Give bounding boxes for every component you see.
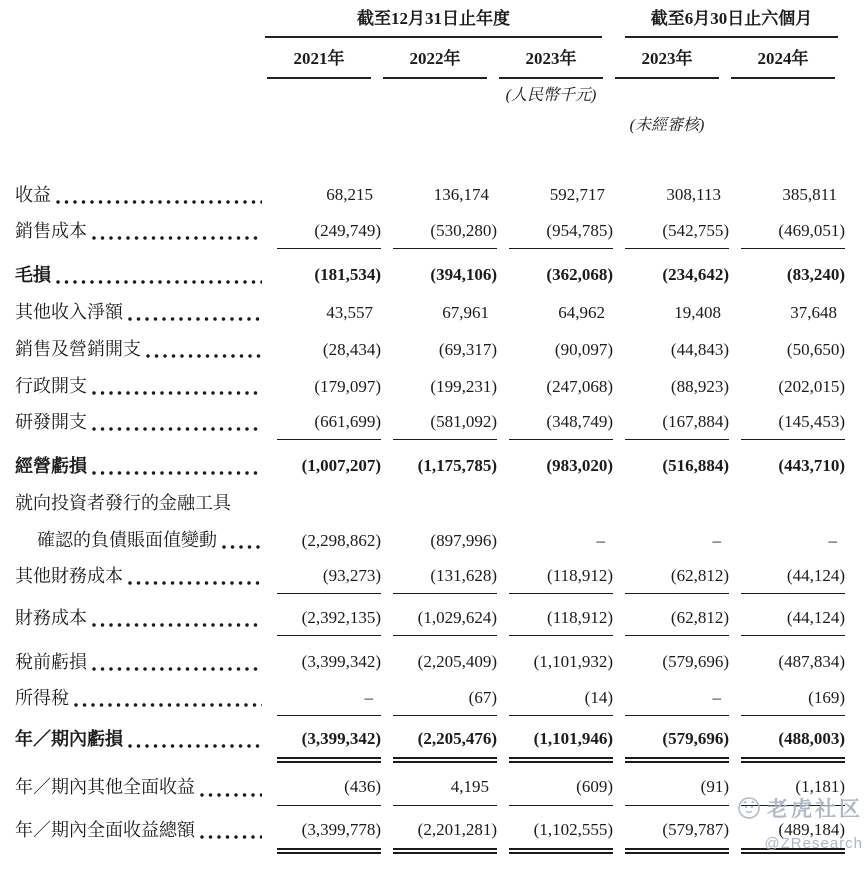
row-label: 經營虧損: [15, 456, 87, 476]
dot-leader: [123, 722, 265, 756]
year-label: 2022年: [383, 46, 487, 79]
cell-value: (2,392,135): [277, 601, 381, 636]
year-label: 2024年: [731, 46, 835, 79]
cell-value: (88,923): [670, 377, 729, 396]
cell-value: (169): [741, 681, 845, 716]
cell-value: (2,205,476): [393, 722, 497, 763]
row-label: 年／期內其他全面收益: [15, 777, 195, 797]
cell-value: (247,068): [546, 377, 613, 396]
cell-value: 64,962: [558, 303, 605, 322]
cell-value: 4,195: [393, 769, 497, 806]
cell-value: (1,102,555): [509, 813, 613, 854]
cell-value: (1,029,624): [393, 601, 497, 636]
dot-leader: [141, 331, 265, 368]
period-group-annual-title: 截至12月31日止年度: [265, 8, 602, 38]
dot-leader: [69, 681, 265, 715]
cell-value: (91): [625, 769, 729, 806]
table-row-loss-for-period: [15, 722, 845, 769]
cell-value: (50,650): [786, 340, 845, 359]
cell-value: (202,015): [778, 377, 845, 396]
year-column-2021: [265, 46, 381, 79]
interim-column-2024: [729, 46, 845, 79]
cell-value: (436): [277, 769, 381, 806]
table-body: [15, 176, 845, 860]
cell-value: (2,298,862): [301, 531, 381, 550]
cell-value: (661,699): [277, 405, 381, 440]
cell-value: (579,696): [662, 652, 729, 671]
cell-value: (609): [509, 769, 613, 806]
cell-value: (69,317): [438, 340, 497, 359]
table-row-fi-change-line1: [15, 485, 845, 522]
table-row-loss-before-tax: [15, 643, 845, 681]
year-label: 2023年: [615, 46, 719, 79]
cell-value: (488,003): [741, 722, 845, 763]
cell-value: (93,273): [277, 559, 381, 594]
cell-value: (145,453): [741, 405, 845, 440]
cell-value: (131,628): [393, 559, 497, 594]
cell-value: (67): [393, 681, 497, 716]
row-label: 收益: [15, 185, 51, 205]
year-column-2022: [381, 46, 497, 79]
cell-value: (983,020): [546, 456, 613, 475]
row-label: 所得稅: [15, 688, 69, 708]
cell-value: (579,696): [625, 722, 729, 763]
cell-value: (1,007,207): [301, 456, 381, 475]
period-group-interim: [613, 8, 845, 38]
cell-value: –: [277, 681, 381, 716]
table-row-cost-of-sales: [15, 214, 845, 256]
cell-value: (118,912): [509, 559, 613, 594]
table-row-other-income: [15, 294, 845, 331]
cell-value: (2,205,409): [417, 652, 497, 671]
row-label: 確認的負債賬面值變動: [37, 530, 217, 550]
row-label: 稅前虧損: [15, 652, 87, 672]
watermark-handle: @ZResearch: [764, 835, 863, 852]
cell-value: (181,534): [314, 265, 381, 284]
cell-value: (469,051): [741, 214, 845, 249]
row-label: 其他收入淨額: [15, 302, 123, 322]
cell-value: (954,785): [509, 214, 613, 249]
cell-value: (394,106): [430, 265, 497, 284]
row-label: 研發開支: [15, 412, 87, 432]
cell-value: (579,787): [625, 813, 729, 854]
dot-leader: [87, 214, 265, 248]
row-label: 年／期內全面收益總額: [15, 820, 195, 840]
cell-value: (3,399,342): [277, 722, 381, 763]
cell-value: 68,215: [326, 185, 373, 204]
row-label: 行政開支: [15, 376, 87, 396]
cell-value: –: [625, 681, 729, 716]
watermark: [713, 793, 863, 852]
dot-leader: [217, 522, 265, 559]
table-row-operating-loss: [15, 447, 845, 485]
row-label: 就向投資者發行的金融工具: [15, 493, 231, 513]
cell-value: (3,399,778): [277, 813, 381, 854]
year-label: 2023年: [499, 46, 603, 79]
tiger-logo-icon: [737, 796, 761, 820]
table-row-gross-loss: [15, 256, 845, 294]
cell-value: (83,240): [786, 265, 845, 284]
dot-leader: [51, 256, 265, 294]
cell-value: (44,124): [741, 601, 845, 636]
watermark-community-name: 老虎社区: [767, 798, 863, 821]
table-row-other-finance-costs: [15, 559, 845, 601]
period-group-annual: [265, 8, 613, 38]
cell-value: 385,811: [782, 185, 837, 204]
interim-column-2023: [613, 46, 729, 79]
cell-value: (1,181): [741, 769, 845, 806]
table-row-selling-expenses: [15, 331, 845, 368]
dot-leader: [123, 294, 265, 331]
table-row-fi-change-line2: [15, 522, 845, 559]
cell-value: (1,101,932): [533, 652, 613, 671]
table-row-admin-expenses: [15, 368, 845, 405]
cell-value: (62,812): [625, 559, 729, 594]
cell-value: (489,184): [741, 813, 845, 854]
period-group-header-row: [15, 8, 845, 38]
cell-value: (530,280): [393, 214, 497, 249]
dot-leader: [123, 559, 265, 593]
row-label: 年／期內虧損: [15, 729, 123, 749]
currency-unit-row: [15, 86, 845, 106]
period-group-interim-title: 截至6月30日止六個月: [625, 8, 838, 38]
cell-value: (44,843): [670, 340, 729, 359]
cell-value: (487,834): [778, 652, 845, 671]
dot-leader: [231, 485, 265, 522]
cell-value: (249,749): [277, 214, 381, 249]
cell-value: (234,642): [662, 265, 729, 284]
year-header-row: [15, 46, 845, 79]
label-column-spacer: [15, 8, 265, 38]
cell-value: –: [596, 531, 605, 550]
cell-value: 19,408: [674, 303, 721, 322]
dot-leader: [87, 447, 265, 485]
cell-value: (44,124): [741, 559, 845, 594]
cell-value: –: [828, 531, 837, 550]
table-row-rd-expenses: [15, 405, 845, 447]
dot-leader: [87, 601, 265, 635]
cell-value: (897,996): [430, 531, 497, 550]
dot-leader: [87, 643, 265, 681]
cell-value: (542,755): [625, 214, 729, 249]
dot-leader: [195, 769, 265, 805]
table-row-finance-costs: [15, 601, 845, 643]
unaudited-note: (未經審核): [629, 117, 705, 134]
cell-value: 37,648: [790, 303, 837, 322]
row-label: 銷售及營銷開支: [15, 339, 141, 359]
cell-value: 592,717: [549, 185, 605, 204]
cell-value: (118,912): [509, 601, 613, 636]
cell-value: (62,812): [625, 601, 729, 636]
cell-value: 67,961: [442, 303, 489, 322]
cell-value: (362,068): [546, 265, 613, 284]
cell-value: (14): [509, 681, 613, 716]
year-label: 2021年: [267, 46, 371, 79]
cell-value: –: [712, 531, 721, 550]
label-column-spacer: [15, 46, 265, 79]
cell-value: (516,884): [662, 456, 729, 475]
cell-value: (90,097): [554, 340, 613, 359]
cell-value: (179,097): [314, 377, 381, 396]
dot-leader: [51, 176, 265, 214]
cell-value: (581,092): [393, 405, 497, 440]
financial-statement-table: [15, 8, 845, 860]
cell-value: (28,434): [322, 340, 381, 359]
row-label: 銷售成本: [15, 221, 87, 241]
currency-unit-note: (人民幣千元): [505, 87, 597, 104]
dot-leader: [87, 405, 265, 439]
dot-leader: [87, 368, 265, 405]
dot-leader: [195, 813, 265, 847]
cell-value: 43,557: [326, 303, 373, 322]
table-row-income-tax: [15, 681, 845, 722]
cell-value: 308,113: [666, 185, 721, 204]
unaudited-note-row: [15, 116, 845, 136]
cell-value: (3,399,342): [301, 652, 381, 671]
cell-value: (167,884): [625, 405, 729, 440]
row-label: 財務成本: [15, 608, 87, 628]
cell-value: (443,710): [778, 456, 845, 475]
cell-value: (2,201,281): [393, 813, 497, 854]
year-column-2023: [497, 46, 613, 79]
cell-value: (1,175,785): [417, 456, 497, 475]
cell-value: (199,231): [430, 377, 497, 396]
cell-value: 136,174: [433, 185, 489, 204]
table-row-revenue: [15, 176, 845, 214]
row-label: 毛損: [15, 265, 51, 285]
cell-value: (348,749): [509, 405, 613, 440]
cell-value: (1,101,946): [509, 722, 613, 763]
row-label: 其他財務成本: [15, 566, 123, 586]
